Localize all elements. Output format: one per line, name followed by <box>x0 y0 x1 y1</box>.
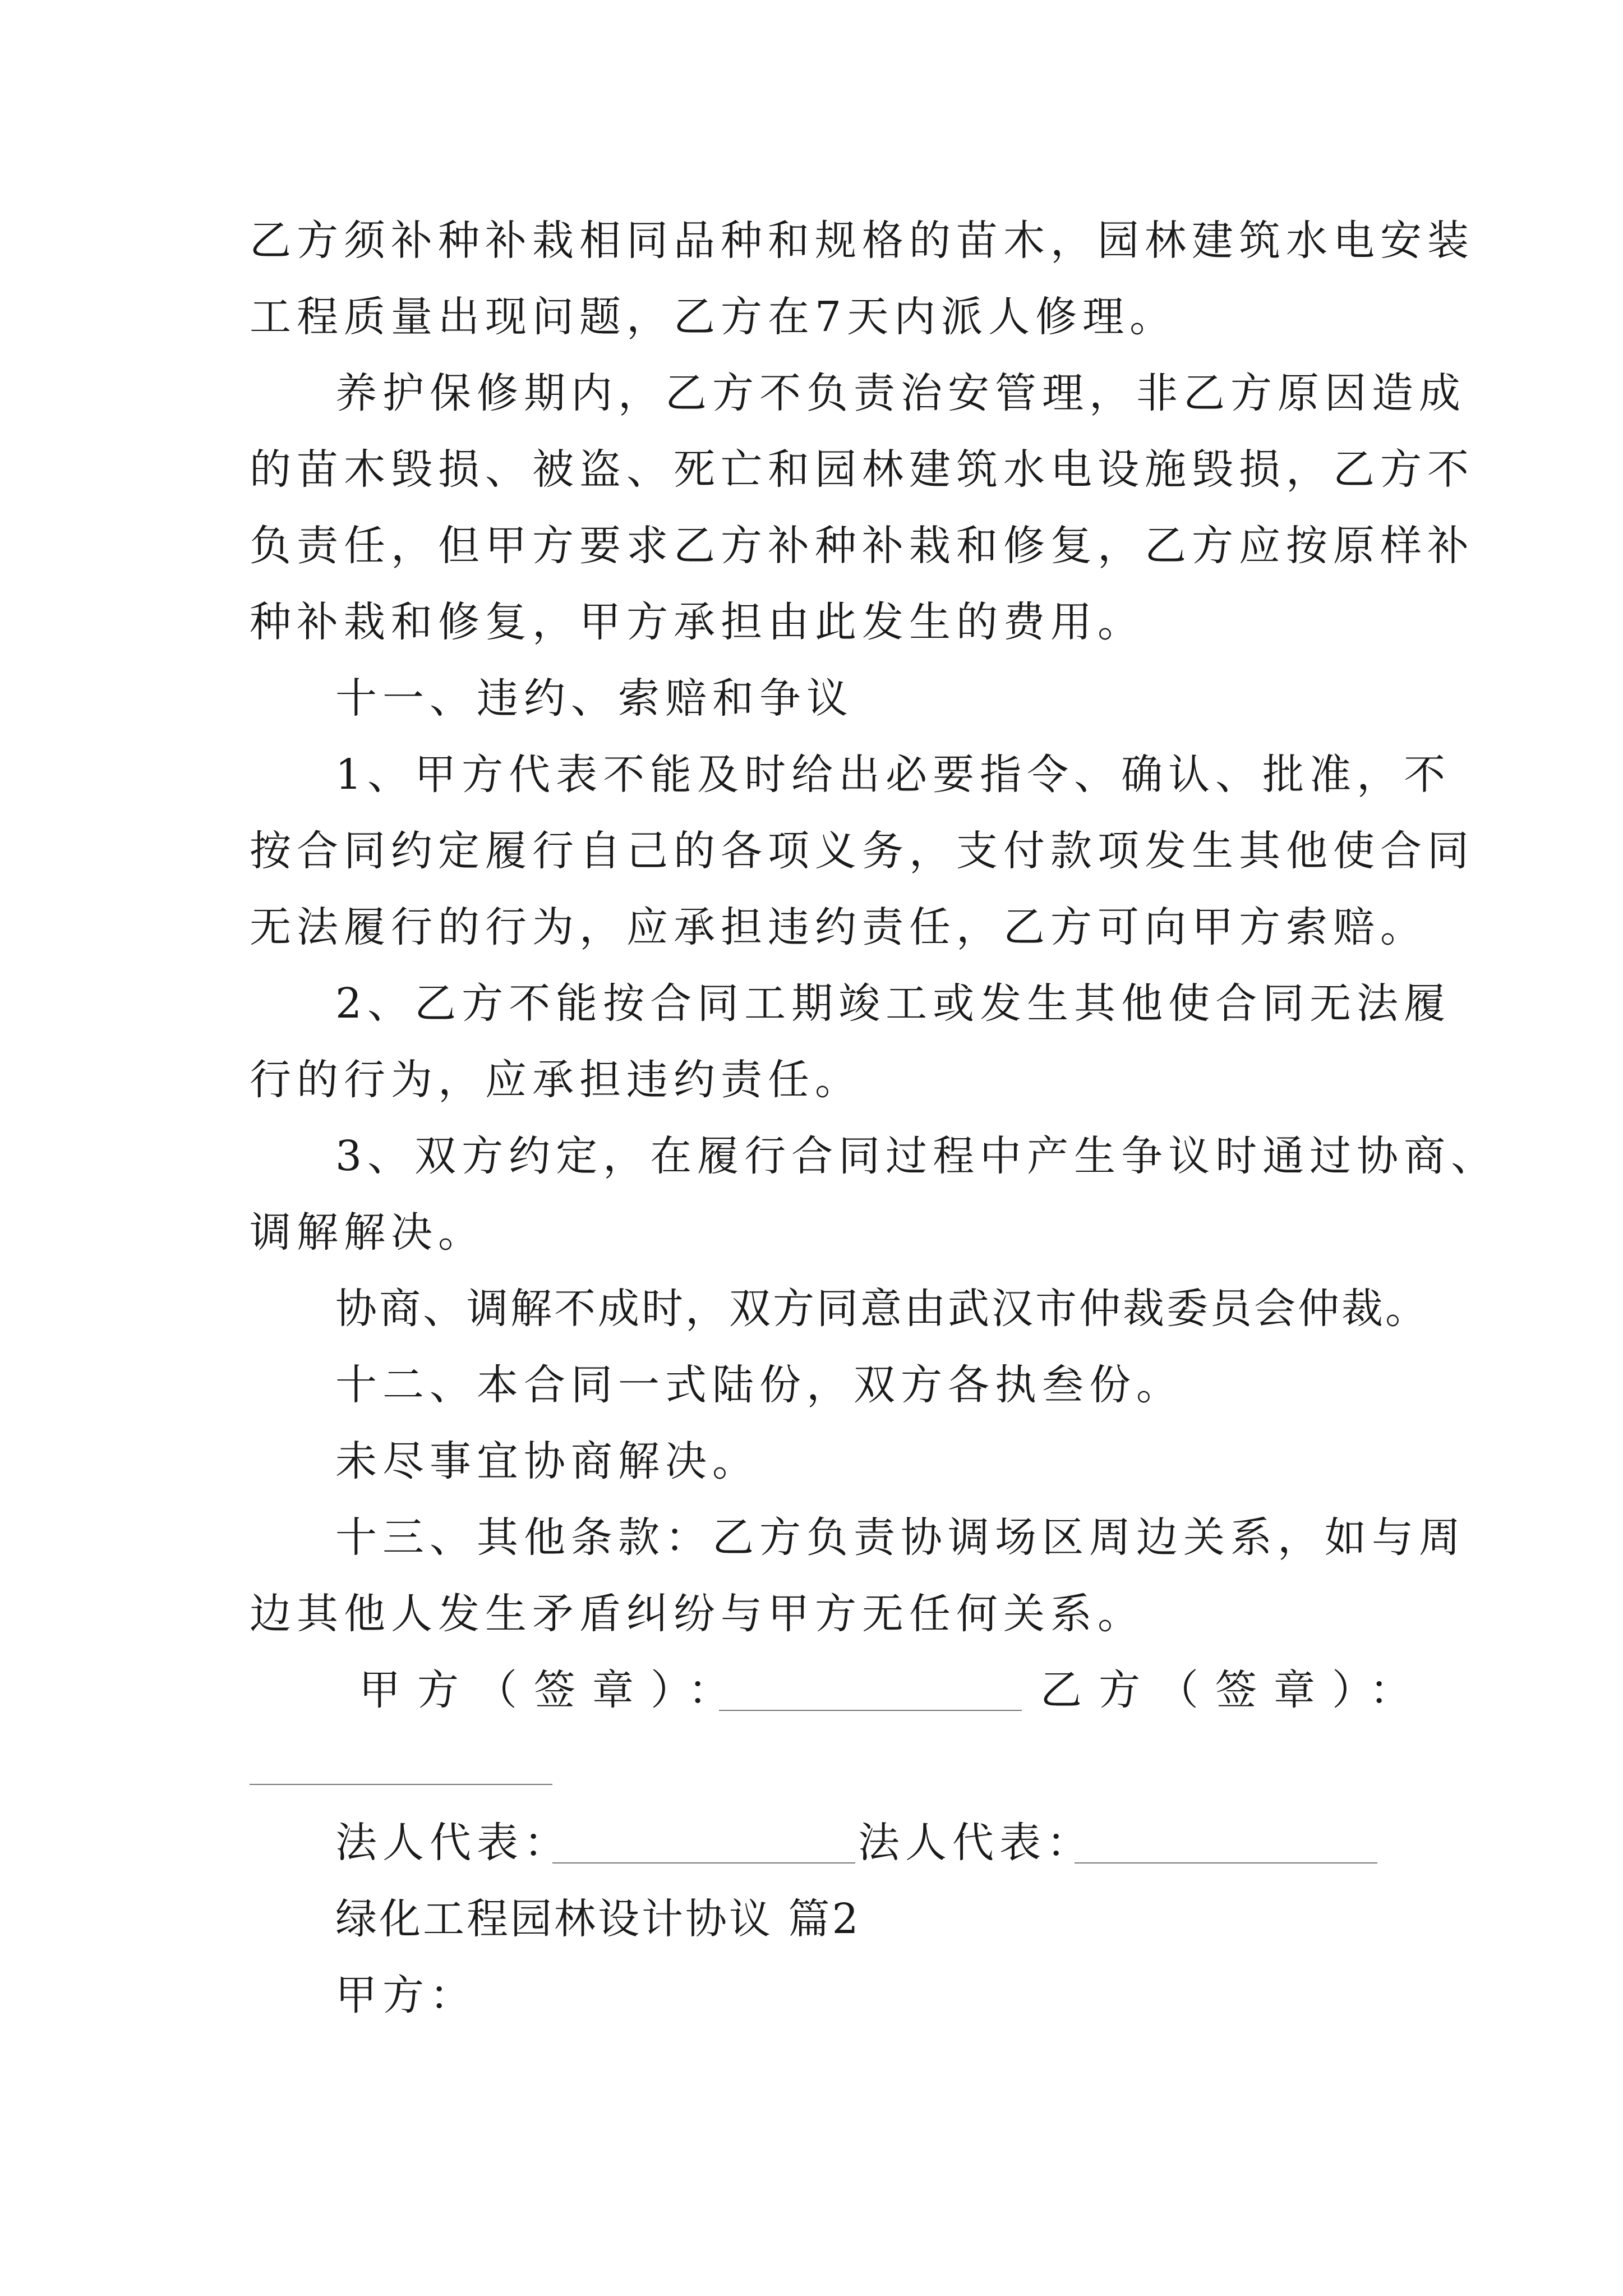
paragraph-line: 1、甲方代表不能及时给出必要指令、确认、批准，不 <box>335 751 1451 799</box>
party-b-sign-line <box>250 1784 552 1785</box>
paragraph-line: 协商、调解不成时，双方同意由武汉市仲裁委员会仲裁。 <box>335 1285 1429 1333</box>
paragraph-line: 养护保修期内，乙方不负责治安管理，非乙方原因造成 <box>335 369 1466 417</box>
legal-rep-a-label: 法人代表： <box>335 1819 571 1867</box>
legal-rep-b-label: 法人代表： <box>858 1819 1094 1867</box>
paragraph-line: 十二、本合同一式陆份，双方各执叁份。 <box>335 1361 1183 1409</box>
paragraph-line: 无法履行的行为，应承担违约责任，乙方可向甲方索赔。 <box>250 903 1427 951</box>
paragraph-line: 调解解决。 <box>250 1208 485 1257</box>
next-section-party-a: 甲方： <box>335 1971 477 2019</box>
paragraph-line: 2、乙方不能按合同工期竣工或发生其他使合同无法履 <box>335 979 1451 1028</box>
legal-rep-b-line <box>1075 1862 1377 1864</box>
paragraph-line: 十三、其他条款：乙方负责协调场区周边关系，如与周 <box>335 1513 1466 1562</box>
paragraph-line: 未尽事宜协商解决。 <box>335 1437 759 1485</box>
paragraph-line: 负责任，但甲方要求乙方补种补栽和修复，乙方应按原样补 <box>250 522 1474 570</box>
paragraph-line: 的苗木毁损、被盗、死亡和园林建筑水电设施毁损，乙方不 <box>250 445 1474 494</box>
party-a-sign-line <box>719 1710 1022 1711</box>
next-section-title: 绿化工程园林设计协议 篇2 <box>335 1895 861 1943</box>
paragraph-line: 种补栽和修复，甲方承担由此发生的费用。 <box>250 598 1145 646</box>
paragraph-line: 工程质量出现问题，乙方在7天内派人修理。 <box>250 293 1177 341</box>
section-heading: 十一、违约、索赔和争议 <box>335 674 854 723</box>
paragraph-line: 3、双方约定，在履行合同过程中产生争议时通过协商、 <box>335 1132 1498 1180</box>
legal-rep-a-line <box>552 1862 855 1864</box>
paragraph-line: 边其他人发生矛盾纠纷与甲方无任何关系。 <box>250 1590 1145 1638</box>
paragraph-line: 按合同约定履行自己的各项义务，支付款项发生其他使合同 <box>250 827 1474 875</box>
paragraph-line: 行的行为，应承担违约责任。 <box>250 1056 862 1104</box>
party-b-sign-label: 乙方（签章）： <box>1040 1666 1428 1714</box>
party-a-sign-label: 甲方（签章）： <box>359 1666 746 1714</box>
paragraph-line: 乙方须补种补栽相同品种和规格的苗木，园林建筑水电安装 <box>250 217 1474 265</box>
